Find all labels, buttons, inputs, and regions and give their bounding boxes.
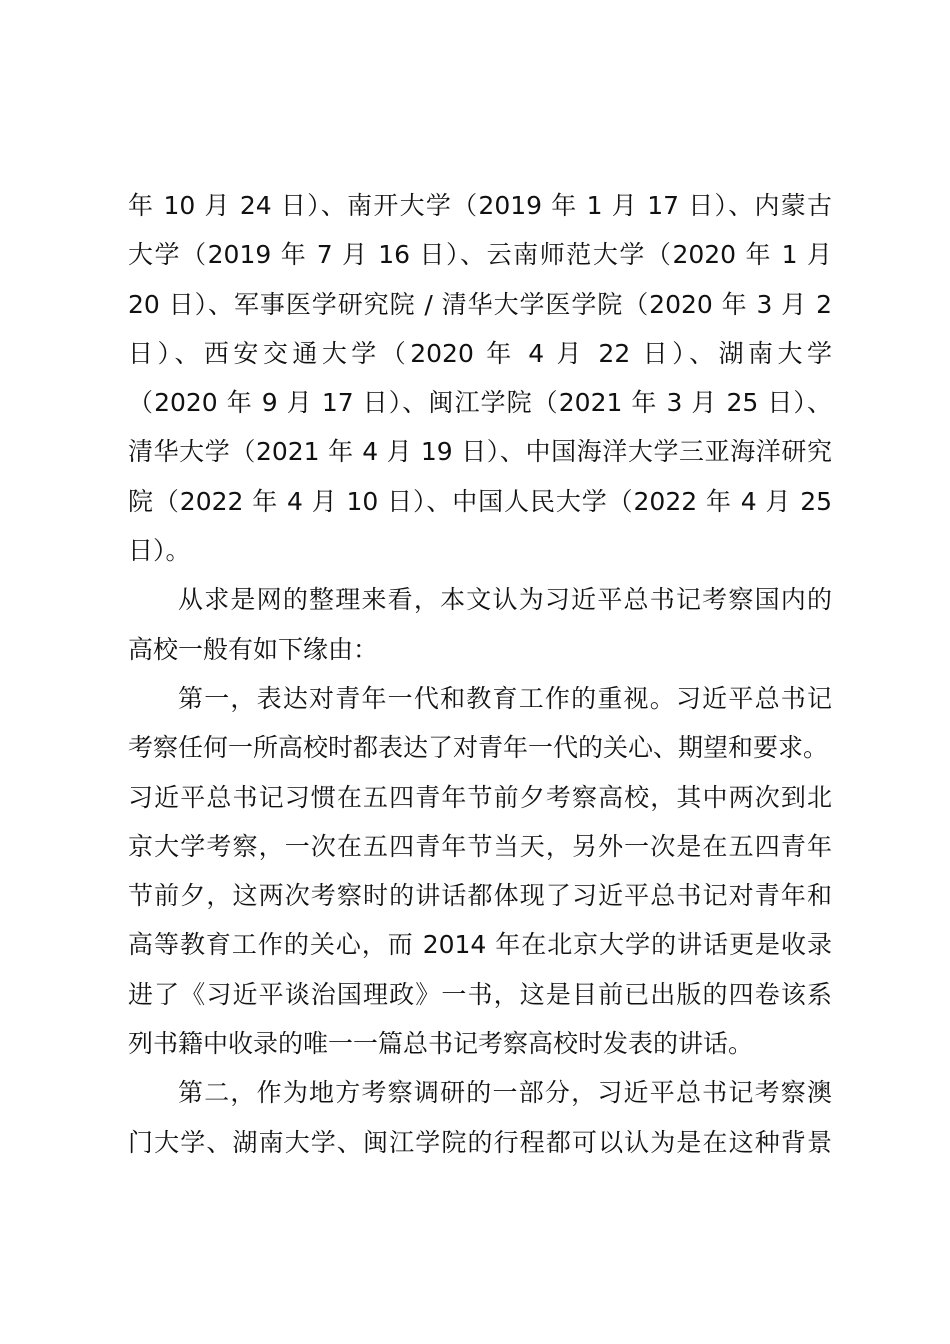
text-line: （2020 年 9 月 17 日）、闽江学院（2021 年 3 月 25 日）、 <box>128 388 832 418</box>
text-line: 京大学考察，一次在五四青年节当天，另外一次是在五四青年 <box>128 831 832 861</box>
paragraph-first-line: 从求是网的整理来看，本文认为习近平总书记考察国内的 <box>178 585 832 615</box>
text-line: 院（2022 年 4 月 10 日）、中国人民大学（2022 年 4 月 25 <box>128 486 832 516</box>
paragraph-first-line: 第一，表达对青年一代和教育工作的重视。习近平总书记 <box>178 683 832 713</box>
text-line: 节前夕，这两次考察时的讲话都体现了习近平总书记对青年和 <box>128 881 832 911</box>
text-line: 清华大学（2021 年 4 月 19 日）、中国海洋大学三亚海洋研究 <box>128 437 832 467</box>
text-line: 列书籍中收录的唯一一篇总书记考察高校时发表的讲话。 <box>128 1029 754 1059</box>
text-line: 日）。 <box>128 536 191 566</box>
text-line: 20 日）、军事医学研究院 / 清华大学医学院（2020 年 3 月 2 <box>128 289 832 319</box>
text-line: 高等教育工作的关心，而 2014 年在北京大学的讲话更是收录 <box>128 930 832 960</box>
text-line: 进了《习近平谈治国理政》一书，这是目前已出版的四卷该系 <box>128 979 832 1009</box>
text-line: 习近平总书记习惯在五四青年节前夕考察高校，其中两次到北 <box>128 782 832 812</box>
text-line: 日）、西安交通大学（2020 年 4 月 22 日）、湖南大学 <box>128 338 832 368</box>
text-line: 大学（2019 年 7 月 16 日）、云南师范大学（2020 年 1 月 <box>128 240 832 270</box>
text-line: 年 10 月 24 日）、南开大学（2019 年 1 月 17 日）、内蒙古 <box>128 191 832 220</box>
body-text <box>128 181 832 1167</box>
text-line: 考察任何一所高校时都表达了对青年一代的关心、期望和要求。 <box>128 733 829 763</box>
text-line: 高校一般有如下缘由： <box>128 634 379 664</box>
text-line: 门大学、湖南大学、闽江学院的行程都可以认为是在这种背景 <box>128 1127 832 1157</box>
paragraph-first-line: 第二，作为地方考察调研的一部分，习近平总书记考察澳 <box>178 1078 832 1108</box>
